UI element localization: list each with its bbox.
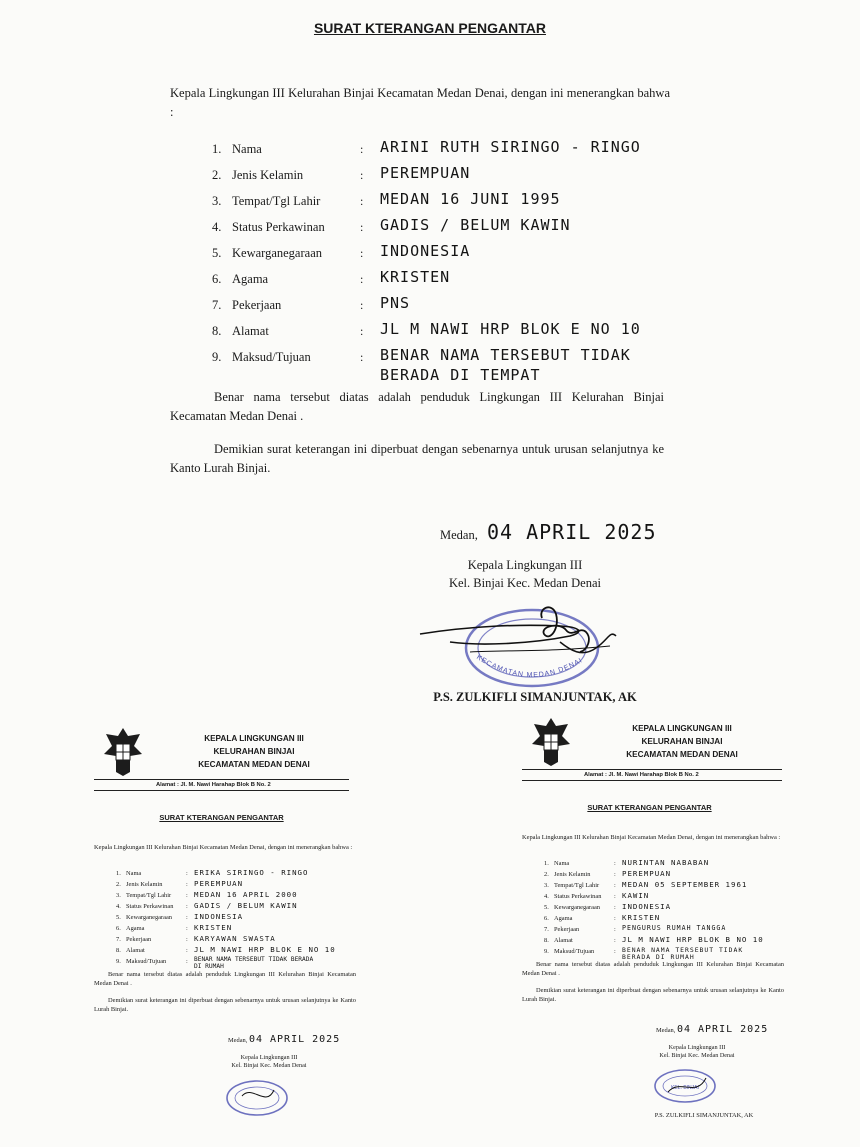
field-number: 9. [212,350,222,364]
header-address: Alamat : Jl. M. Nawi Harahap Blok B No. 2 [156,782,271,788]
field-number: 4. [544,893,549,900]
official-stamp-icon [650,1064,720,1106]
field-row [116,879,366,890]
field-label: Tempat/Tgl Lahir [554,882,600,889]
intro-paragraph: Kepala Lingkungan III Kelurahan Binjai Kecamatan Medan Denai, dengan ini menerangkan bahwa : [94,844,353,851]
field-number: 2. [116,881,121,888]
field-number: 1. [116,870,121,877]
sign-title-2: Kel. Binjai Kec. Medan Denai [231,1062,307,1069]
field-row [212,268,652,292]
garuda-emblem-icon [528,714,574,768]
field-value: GADIS / BELUM KAWIN [380,216,571,234]
field-value: KARYAWAN SWASTA [194,934,276,943]
svg-text:KECAMATAN MEDAN DENAI [475,654,584,679]
field-row [212,190,652,214]
field-number: 1. [544,860,549,867]
field-label: Kewarganegaraan [554,904,601,911]
header-divider [94,779,349,780]
field-value: MEDAN 16 APRIL 2000 [194,890,298,899]
statement-paragraph: Benar nama tersebut diatas adalah penduduk Lingkungan III Kelurahan Binjai Kecamatan Medan Denai . [522,961,784,977]
field-colon: : [186,958,188,965]
place: Medan, [656,1027,676,1034]
field-number: 3. [544,882,549,889]
statement-paragraph: Benar nama tersebut diatas adalah penduduk Lingkungan III Kelurahan Binjai Kecamatan Medan Denai . [94,971,356,987]
field-label: Tempat/Tgl Lahir [126,892,172,899]
sign-title-2: Kel. Binjai Kec. Medan Denai [448,576,602,590]
official-stamp-and-signature [410,596,640,692]
sign-title-2: Kel. Binjai Kec. Medan Denai [659,1052,735,1059]
field-value: PEREMPUAN [194,879,244,888]
field-number: 4. [116,903,121,910]
field-row [544,913,794,924]
field-number: 4. [212,220,222,234]
date: 04 APRIL 2025 [486,520,657,544]
field-value: BENAR NAMA TERSEBUT TIDAK BERADA [194,956,314,963]
field-colon: : [614,948,616,955]
field-number: 2. [544,871,549,878]
field-colon: : [360,350,364,364]
field-label: Nama [126,870,142,877]
field-colon: : [186,947,188,954]
field-row [544,935,794,946]
field-label: Alamat [232,324,269,338]
field-value: KAWIN [622,891,650,900]
field-value: MEDAN 05 SEPTEMBER 1961 [622,880,748,889]
field-number: 6. [212,272,222,286]
field-number: 3. [212,194,222,208]
date: 04 APRIL 2025 [248,1034,341,1045]
field-number: 8. [544,937,549,944]
field-row [116,868,366,879]
field-row [212,320,652,344]
place-date [440,520,657,544]
field-value: KRISTEN [194,923,233,932]
letterhead [154,732,354,771]
field-value: PNS [380,294,411,312]
field-value: BENAR NAMA TERSEBUT TIDAK [622,946,744,954]
field-row [212,138,652,162]
field-row [212,346,652,386]
field-colon: : [360,324,364,338]
field-number: 9. [544,948,549,955]
field-colon: : [360,272,364,286]
field-row [544,891,794,902]
field-row [116,912,366,923]
sign-title-1: Kepala Lingkungan III [240,1054,298,1061]
field-colon: : [186,925,188,932]
field-colon: : [614,893,616,900]
place-date [228,1034,340,1045]
official-stamp-icon [222,1074,292,1116]
place: Medan, [440,528,478,542]
field-number: 5. [212,246,222,260]
field-row [544,924,794,935]
field-value: PENGURUS RUMAH TANGGA [622,924,727,932]
field-row [212,242,652,266]
field-value: INDONESIA [622,902,672,911]
field-value: PEREMPUAN [622,869,672,878]
field-colon: : [614,860,616,867]
header-divider [522,769,782,770]
field-value: ERIKA SIRINGO - RINGO [194,868,309,877]
intro-paragraph: Kepala Lingkungan III Kelurahan Binjai Kecamatan Medan Denai, dengan ini menerangkan bahwa : [522,834,781,841]
statement-paragraph: Benar nama tersebut diatas adalah penduduk Lingkungan III Kelurahan Binjai Kecamatan Medan Denai . [170,390,664,423]
field-row [544,880,794,891]
field-label: Jenis Kelamin [554,871,591,878]
field-label: Status Perkawinan [554,893,602,900]
stamp-text: KECAMATAN MEDAN DENAI [474,653,585,680]
sign-title-1: Kepala Lingkungan III [668,1044,726,1051]
field-colon: : [614,937,616,944]
field-number: 7. [544,926,549,933]
field-label: Maksud/Tujuan [126,958,167,965]
field-colon: : [186,892,188,899]
field-label: Jenis Kelamin [232,168,304,182]
field-colon: : [360,168,364,182]
signature-block [420,556,630,592]
field-colon: : [360,142,364,156]
field-colon: : [360,194,364,208]
field-number: 5. [116,914,121,921]
field-colon: : [186,936,188,943]
field-value: JL M NAWI HRP BLOK E NO 10 [194,945,336,954]
field-label: Pekerjaan [232,298,282,312]
field-colon: : [186,903,188,910]
field-colon: : [186,881,188,888]
field-number: 1. [212,142,222,156]
field-colon: : [614,871,616,878]
field-value-line2: BERADA DI RUMAH [622,953,695,961]
letter-title: SURAT KTERANGAN PENGANTAR [159,813,284,822]
field-label: Nama [554,860,570,867]
field-label: Pekerjaan [554,926,580,933]
closing-paragraph: Demikian surat keterangan ini diperbuat dengan sebenarnya untuk urusan selanjutnya ke Kanto Lurah Binjai. [94,997,356,1013]
field-value: BENAR NAMA TERSEBUT TIDAK [380,346,631,364]
sign-title-1: Kepala Lingkungan III [467,558,583,572]
letterhead [582,722,782,761]
field-colon: : [360,298,364,312]
field-value: JL M NAWI HRP BLOK E NO 10 [380,320,641,338]
signature-block [214,1054,324,1070]
field-number: 6. [544,915,549,922]
field-value: NURINTAN NABABAN [622,858,710,867]
header-line-1: KEPALA LINGKUNGAN III [632,724,732,733]
field-row [544,902,794,913]
field-value: GADIS / BELUM KAWIN [194,901,298,910]
field-label: Kewarganegaraan [126,914,173,921]
field-row [212,294,652,318]
field-colon: : [186,914,188,921]
field-value: MEDAN 16 JUNI 1995 [380,190,561,208]
field-label: Maksud/Tujuan [554,948,595,955]
field-row [116,901,366,912]
field-value: INDONESIA [380,242,471,260]
field-row [116,923,366,934]
garuda-emblem-icon [100,724,146,778]
header-line-2: KELURAHAN BINJAI [641,737,723,746]
field-value: JL M NAWI HRP BLOK B NO 10 [622,935,764,944]
field-label: Agama [126,925,145,932]
field-colon: : [360,246,364,260]
field-number: 8. [212,324,222,338]
field-value-line2: BERADA DI TEMPAT [380,366,541,384]
field-colon: : [186,870,188,877]
field-label: Alamat [554,937,573,944]
field-row [116,945,366,956]
header-divider [522,780,782,781]
field-number: 7. [116,936,121,943]
field-value: PEREMPUAN [380,164,471,182]
field-row [544,869,794,880]
date: 04 APRIL 2025 [676,1024,769,1035]
place-date [656,1024,768,1035]
field-colon: : [614,882,616,889]
field-label: Pekerjaan [126,936,152,943]
field-label: Nama [232,142,262,156]
field-label: Tempat/Tgl Lahir [232,194,321,208]
field-label: Alamat [126,947,145,954]
field-value: INDONESIA [194,912,244,921]
place: Medan, [228,1037,248,1044]
header-line-3: KECAMATAN MEDAN DENAI [198,760,310,769]
field-number: 2. [212,168,222,182]
field-label: Status Perkawinan [126,903,174,910]
header-divider [94,790,349,791]
field-value: KRISTEN [380,268,451,286]
header-address: Alamat : Jl. M. Nawi Harahap Blok B No. 2 [584,772,699,778]
field-row [212,164,652,188]
letter-title: SURAT KTERANGAN PENGANTAR [587,803,712,812]
header-line-1: KEPALA LINGKUNGAN III [204,734,304,743]
intro-paragraph: Kepala Lingkungan III Kelurahan Binjai Kecamatan Medan Denai, dengan ini menerangkan bahwa : [170,86,670,119]
field-colon: : [360,220,364,234]
field-number: 3. [116,892,121,899]
field-row [544,858,794,869]
field-number: 8. [116,947,121,954]
letter-left [94,724,379,1144]
letter-title: SURAT KTERANGAN PENGANTAR [313,20,547,36]
field-number: 5. [544,904,549,911]
field-label: Agama [554,915,573,922]
stamp-text: KEL. BINJAI [671,1085,699,1091]
field-value: ARINI RUTH SIRINGO - RINGO [380,138,641,156]
header-line-3: KECAMATAN MEDAN DENAI [626,750,738,759]
signature-block [642,1044,752,1060]
field-colon: : [614,915,616,922]
field-number: 7. [212,298,222,312]
field-label: Status Perkawinan [232,220,325,234]
letter-right [522,714,807,1134]
field-colon: : [614,904,616,911]
field-label: Agama [232,272,269,286]
field-number: 9. [116,958,121,965]
field-label: Maksud/Tujuan [232,350,311,364]
field-value-line2: DI RUMAH [194,963,224,970]
header-line-2: KELURAHAN BINJAI [213,747,295,756]
field-label: Jenis Kelamin [126,881,163,888]
signer-name: P.S. ZULKIFLI SIMANJUNTAK, AK [433,690,637,704]
field-row [116,890,366,901]
field-label: Kewarganegaraan [232,246,322,260]
field-number: 6. [116,925,121,932]
field-row [212,216,652,240]
field-value: KRISTEN [622,913,661,922]
closing-paragraph: Demikian surat keterangan ini diperbuat dengan sebenarnya untuk urusan selanjutnya ke Kanto Lurah Binjai. [170,442,664,475]
closing-paragraph: Demikian surat keterangan ini diperbuat dengan sebenarnya untuk urusan selanjutnya ke Kanto Lurah Binjai. [522,987,784,1003]
field-colon: : [614,926,616,933]
field-row [116,934,366,945]
signer-name: P.S. ZULKIFLI SIMANJUNTAK, AK [654,1112,754,1119]
